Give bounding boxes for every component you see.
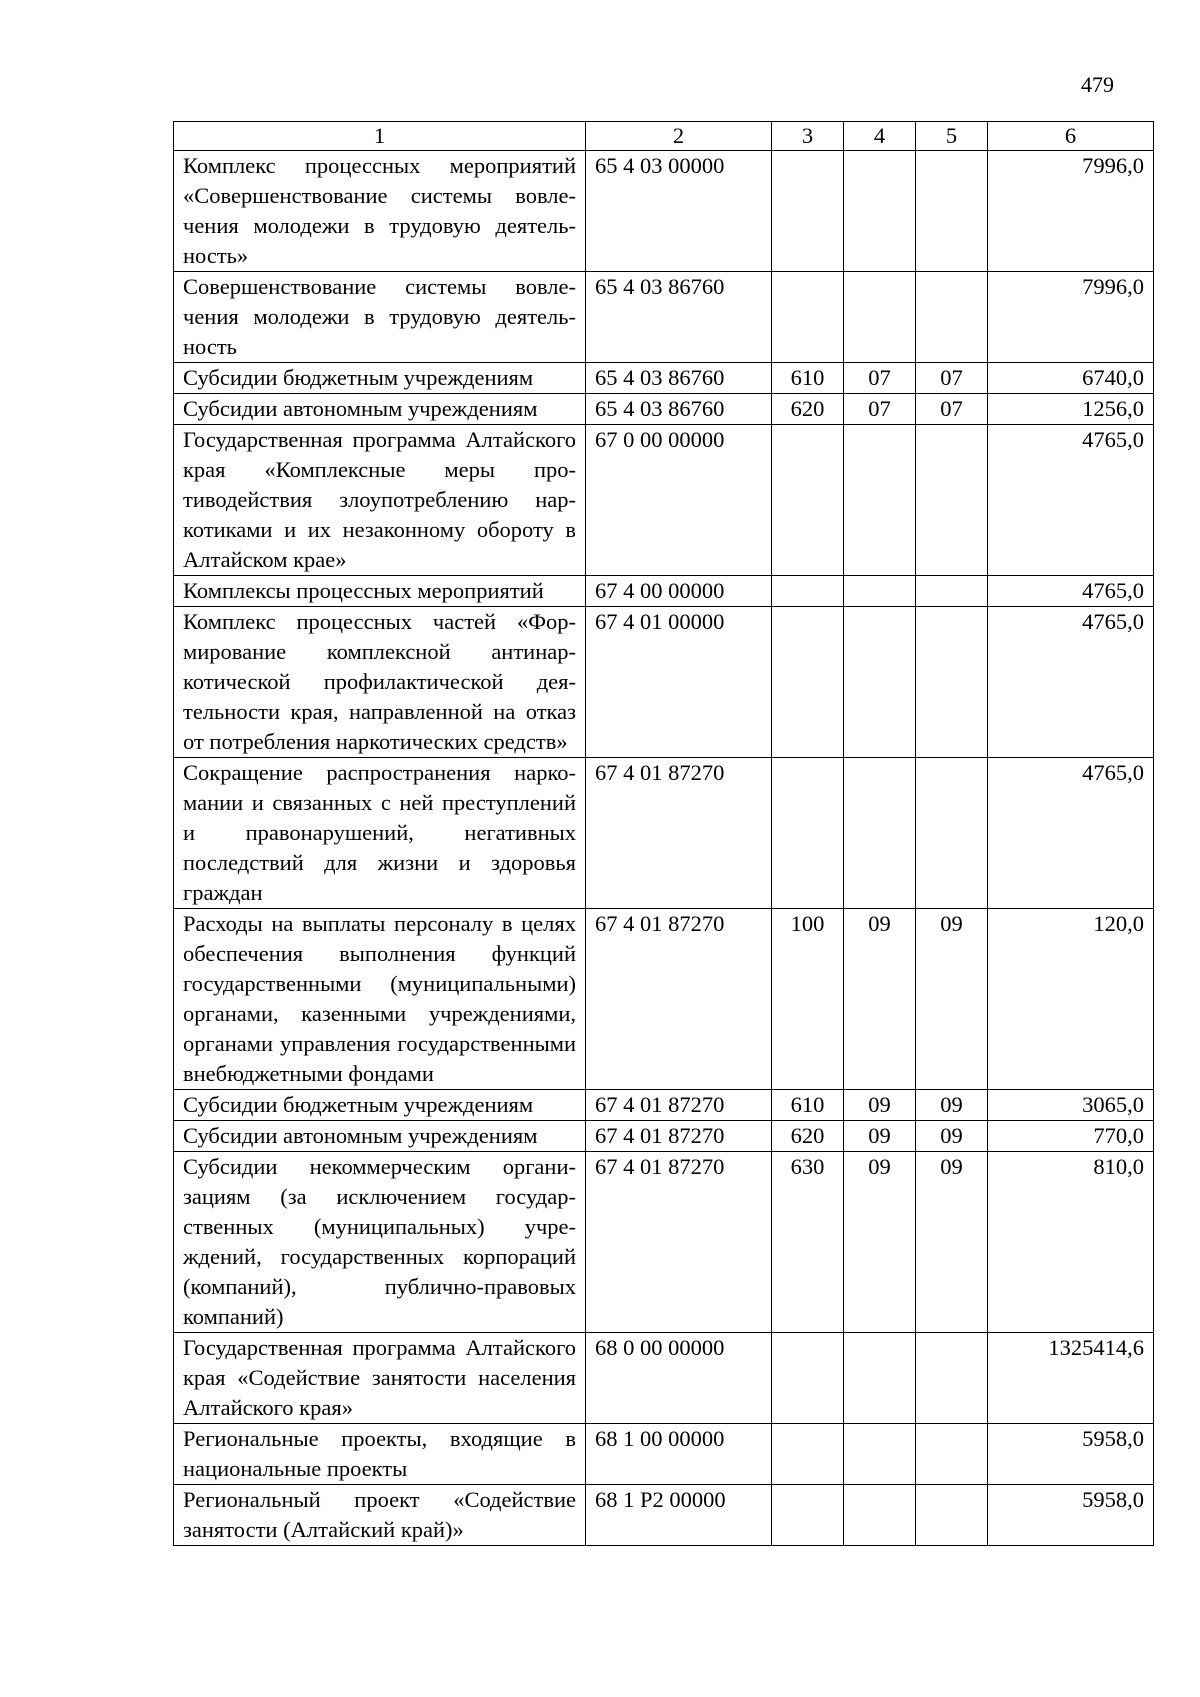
row-code: 67 4 01 87270 — [586, 758, 772, 909]
table-row — [174, 1333, 1154, 1424]
row-col-4: 09 — [844, 1090, 916, 1121]
page-number: 479 — [1081, 72, 1114, 97]
row-code: 67 4 01 00000 — [586, 607, 772, 758]
row-col-3 — [772, 758, 844, 909]
row-col-4 — [844, 151, 916, 272]
row-col-5: 09 — [916, 1121, 988, 1152]
table-row — [174, 394, 1154, 425]
row-name: Субсидии некоммерческим организациям (за исключением государственных (муниципальных) учреждений, государственных корпораций (компаний), публично-правовых компаний) — [174, 1152, 586, 1333]
row-amount: 810,0 — [988, 1152, 1154, 1333]
row-col-4 — [844, 1333, 916, 1424]
table-row — [174, 758, 1154, 909]
table-row — [174, 1121, 1154, 1152]
row-col-4 — [844, 272, 916, 363]
table-row — [174, 425, 1154, 576]
row-col-3 — [772, 425, 844, 576]
row-name: Государственная программа Алтайского края «Содействие занятости населения Алтайского края» — [174, 1333, 586, 1424]
row-name: Комплексы процессных мероприятий — [174, 576, 586, 607]
row-amount: 4765,0 — [988, 425, 1154, 576]
row-col-5 — [916, 758, 988, 909]
row-code: 65 4 03 86760 — [586, 363, 772, 394]
row-col-3: 610 — [772, 1090, 844, 1121]
table-row — [174, 1424, 1154, 1485]
row-col-3 — [772, 1333, 844, 1424]
row-col-3 — [772, 1424, 844, 1485]
row-code: 67 4 01 87270 — [586, 1152, 772, 1333]
table-row — [174, 909, 1154, 1090]
row-col-3 — [772, 576, 844, 607]
row-col-4: 09 — [844, 909, 916, 1090]
row-col-5 — [916, 607, 988, 758]
row-col-5: 09 — [916, 1090, 988, 1121]
row-col-5: 07 — [916, 363, 988, 394]
row-amount: 4765,0 — [988, 576, 1154, 607]
row-col-3 — [772, 151, 844, 272]
row-col-5 — [916, 1424, 988, 1485]
row-col-4 — [844, 1424, 916, 1485]
row-name: Региональные проекты, входящие в национальные проекты — [174, 1424, 586, 1485]
row-col-3: 610 — [772, 363, 844, 394]
row-col-5 — [916, 272, 988, 363]
row-col-5 — [916, 425, 988, 576]
row-code: 67 0 00 00000 — [586, 425, 772, 576]
row-code: 68 0 00 00000 — [586, 1333, 772, 1424]
row-amount: 1256,0 — [988, 394, 1154, 425]
table-row — [174, 607, 1154, 758]
row-amount: 1325414,6 — [988, 1333, 1154, 1424]
row-name: Субсидии автономным учреждениям — [174, 1121, 586, 1152]
row-col-3: 620 — [772, 1121, 844, 1152]
row-col-3: 630 — [772, 1152, 844, 1333]
row-col-5 — [916, 1333, 988, 1424]
row-code: 67 4 00 00000 — [586, 576, 772, 607]
row-col-3 — [772, 1485, 844, 1546]
row-amount: 4765,0 — [988, 607, 1154, 758]
budget-table — [173, 121, 1154, 1546]
row-amount: 6740,0 — [988, 363, 1154, 394]
row-col-5: 07 — [916, 394, 988, 425]
row-col-4: 09 — [844, 1152, 916, 1333]
row-col-4 — [844, 1485, 916, 1546]
row-code: 67 4 01 87270 — [586, 1090, 772, 1121]
row-col-3 — [772, 607, 844, 758]
row-code: 65 4 03 00000 — [586, 151, 772, 272]
row-name: Расходы на выплаты персоналу в целях обеспечения выполнения функций государственными (муниципальными) органами, казенными учреждениями, органами управления государственными внебюджетными фондами — [174, 909, 586, 1090]
table-row — [174, 363, 1154, 394]
row-col-5: 09 — [916, 1152, 988, 1333]
row-col-4: 09 — [844, 1121, 916, 1152]
row-col-4 — [844, 576, 916, 607]
row-amount: 770,0 — [988, 1121, 1154, 1152]
row-name: Региональный проект «Содействие занятости (Алтайский край)» — [174, 1485, 586, 1546]
row-code: 65 4 03 86760 — [586, 272, 772, 363]
row-code: 67 4 01 87270 — [586, 909, 772, 1090]
row-name: Комплекс процессных частей «Формирование комплексной антинаркотической профилактической деятельности края, направленной на отказ от потребления наркотических средств» — [174, 607, 586, 758]
row-name: Субсидии бюджетным учреждениям — [174, 363, 586, 394]
header-col-1: 1 — [174, 122, 586, 151]
table-row — [174, 1485, 1154, 1546]
row-name: Субсидии бюджетным учреждениям — [174, 1090, 586, 1121]
header-col-3: 3 — [772, 122, 844, 151]
row-code: 67 4 01 87270 — [586, 1121, 772, 1152]
header-col-6: 6 — [988, 122, 1154, 151]
row-col-3: 100 — [772, 909, 844, 1090]
row-amount: 3065,0 — [988, 1090, 1154, 1121]
table-row — [174, 576, 1154, 607]
row-name: Совершенствование системы вовлечения молодежи в трудовую деятельность — [174, 272, 586, 363]
row-col-4 — [844, 758, 916, 909]
row-name: Сокращение распространения наркомании и связанных с ней преступлений и правонарушений, негативных последствий для жизни и здоровья граждан — [174, 758, 586, 909]
row-amount: 7996,0 — [988, 272, 1154, 363]
row-col-5 — [916, 151, 988, 272]
row-amount: 120,0 — [988, 909, 1154, 1090]
header-col-4: 4 — [844, 122, 916, 151]
row-name: Комплекс процессных мероприятий «Совершенствование системы вовлечения молодежи в трудовую деятельность» — [174, 151, 586, 272]
row-col-4 — [844, 425, 916, 576]
table-row — [174, 1090, 1154, 1121]
row-col-3: 620 — [772, 394, 844, 425]
row-code: 68 1 00 00000 — [586, 1424, 772, 1485]
row-col-4: 07 — [844, 363, 916, 394]
row-name: Субсидии автономным учреждениям — [174, 394, 586, 425]
header-col-2: 2 — [586, 122, 772, 151]
row-col-3 — [772, 272, 844, 363]
row-code: 68 1 P2 00000 — [586, 1485, 772, 1546]
row-col-5: 09 — [916, 909, 988, 1090]
row-col-5 — [916, 1485, 988, 1546]
table-row — [174, 272, 1154, 363]
table-row — [174, 151, 1154, 272]
row-col-4: 07 — [844, 394, 916, 425]
row-amount: 4765,0 — [988, 758, 1154, 909]
table-row — [174, 1152, 1154, 1333]
row-amount: 5958,0 — [988, 1424, 1154, 1485]
header-row — [174, 122, 1154, 151]
row-amount: 5958,0 — [988, 1485, 1154, 1546]
row-amount: 7996,0 — [988, 151, 1154, 272]
header-col-5: 5 — [916, 122, 988, 151]
row-col-5 — [916, 576, 988, 607]
row-col-4 — [844, 607, 916, 758]
row-name: Государственная программа Алтайского края «Комплексные меры противодействия злоупотреблению наркотиками и их незаконному обороту в Алтайском крае» — [174, 425, 586, 576]
row-code: 65 4 03 86760 — [586, 394, 772, 425]
table-body — [174, 151, 1154, 1546]
